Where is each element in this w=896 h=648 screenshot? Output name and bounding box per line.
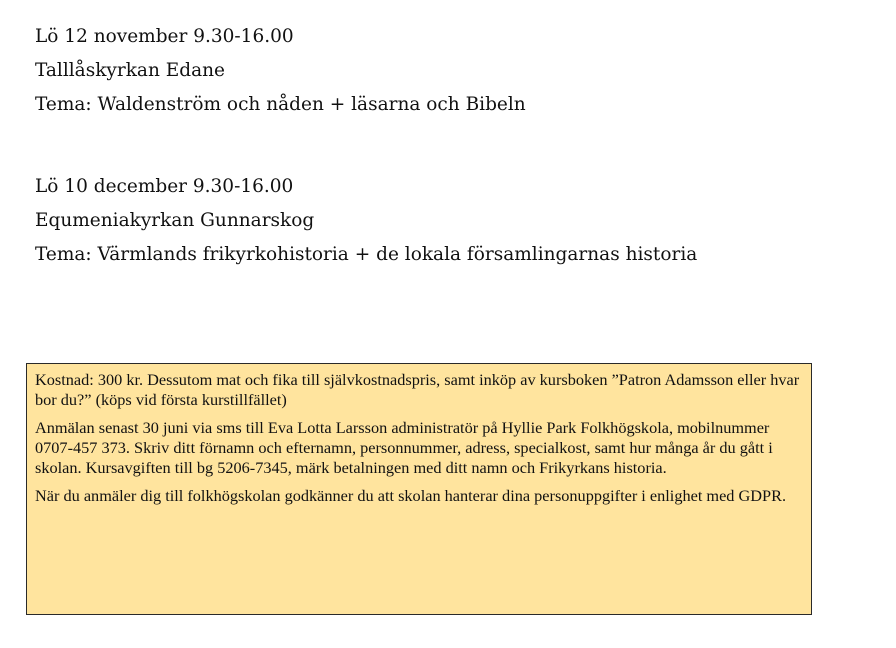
event-date: Lö 10 december 9.30-16.00 — [35, 176, 294, 197]
event-theme: Tema: Waldenström och nåden + läsarna och Bibeln — [35, 94, 526, 115]
event-item — [35, 170, 875, 272]
event-item — [35, 20, 875, 122]
registration-paragraph: Anmälan senast 30 juni via sms till Eva Lotta Larsson administratör på Hyllie Park Folkhögskola, mobilnummer 0707-457 373. Skriv ditt förnamn och efternamn, personnummer, adress, specialkost, samt hur många år du gått i skolan. Kursavgiften till bg 5206-7345, märk betalningen med ditt namn och Frikyrkans historia. — [35, 418, 773, 477]
event-date: Lö 12 november 9.30-16.00 — [35, 26, 294, 47]
gdpr-paragraph: När du anmäler dig till folkhögskolan godkänner du att skolan hanterar dina personuppgifter i enlighet med GDPR. — [35, 486, 787, 505]
info-box — [26, 363, 812, 615]
cost-paragraph: Kostnad: 300 kr. Dessutom mat och fika till självkostnadspris, samt inköp av kursboken ”Patron Adamsson eller hvar bor du?” (köps vid första kurstillfället) — [35, 370, 800, 409]
event-theme: Tema: Värmlands frikyrkohistoria + de lokala församlingarnas historia — [35, 244, 698, 265]
event-location: Equmeniakyrkan Gunnarskog — [35, 210, 315, 231]
event-location: Talllåskyrkan Edane — [35, 60, 225, 81]
event-list — [35, 20, 875, 320]
